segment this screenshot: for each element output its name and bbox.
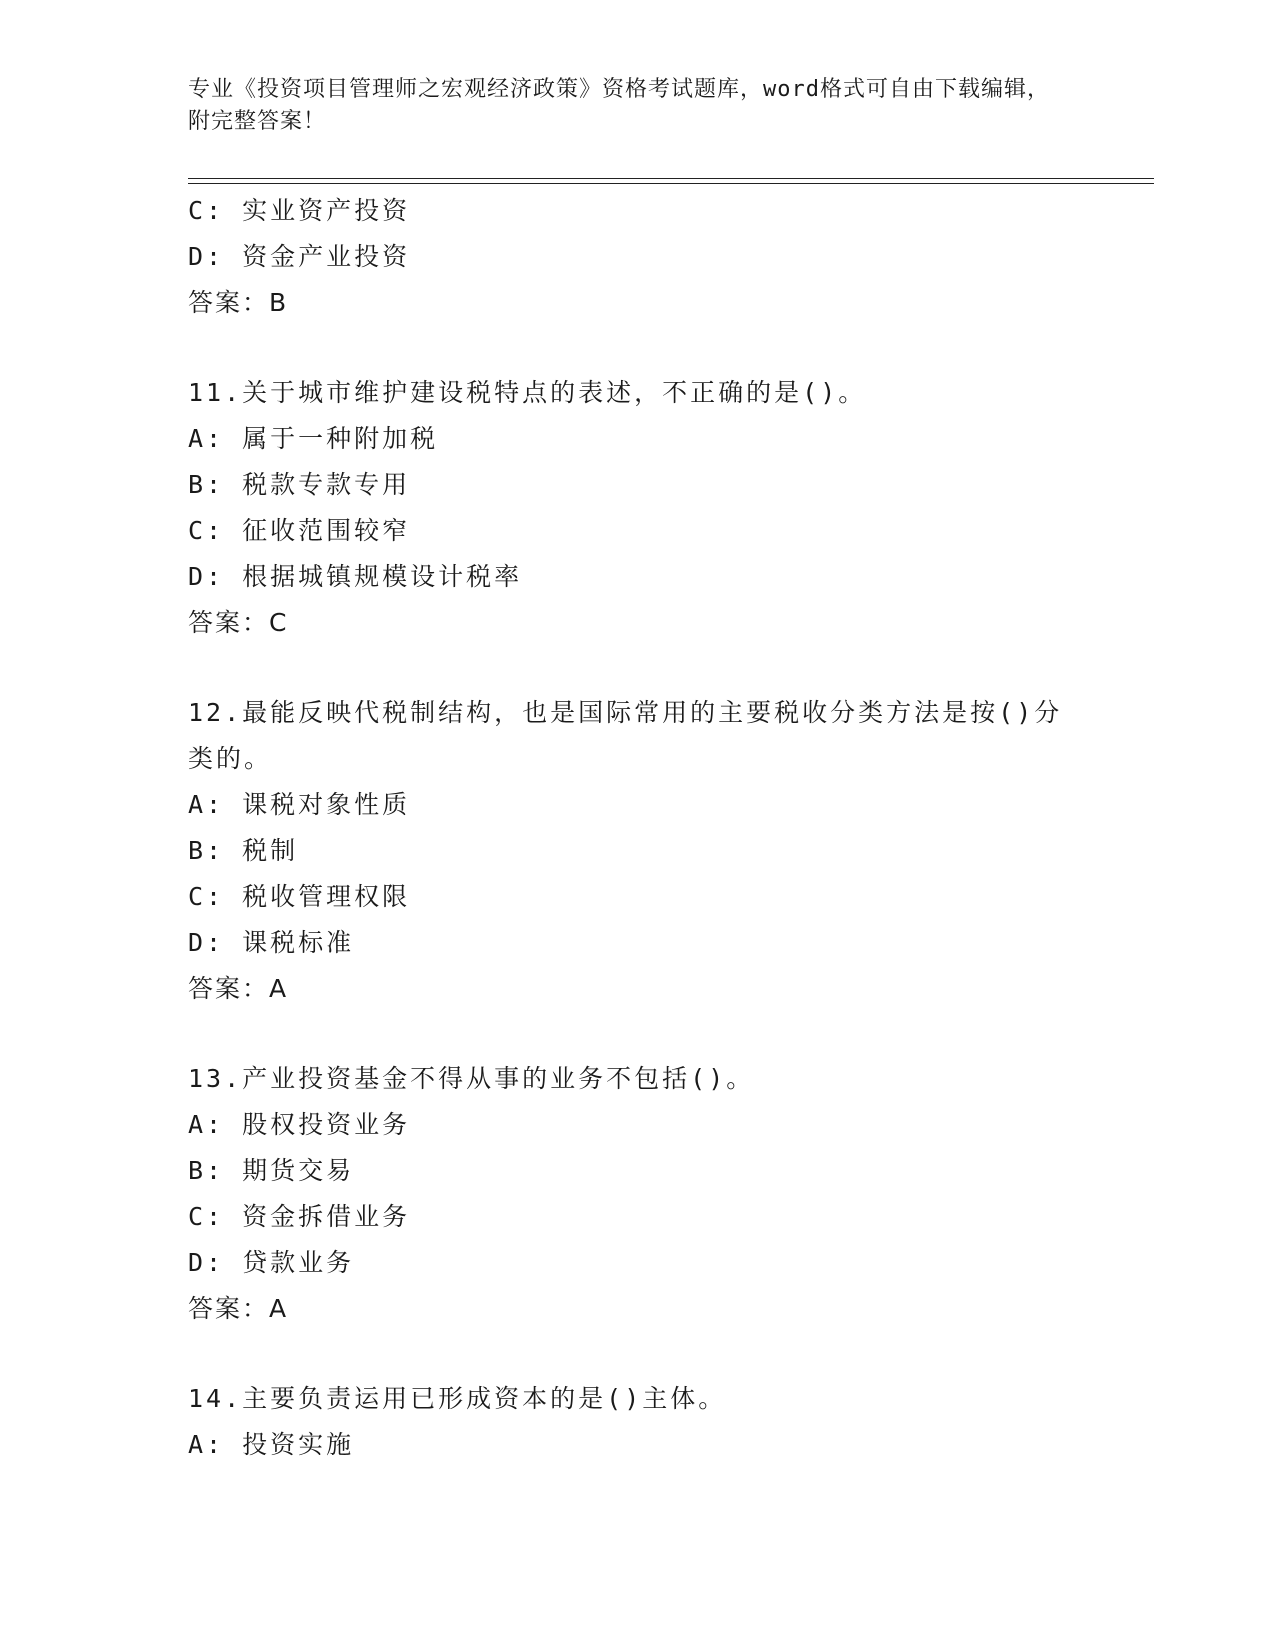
document-body	[188, 188, 1108, 1468]
option-d	[188, 920, 1108, 966]
question-12	[188, 690, 1108, 1012]
question-13	[188, 1056, 1108, 1332]
option-a	[188, 1422, 1108, 1468]
spacer	[188, 1012, 1108, 1056]
option-c	[188, 508, 1108, 554]
option-text: 税制	[242, 836, 299, 865]
header-rule-top	[188, 178, 1154, 179]
option-text: 课税对象性质	[242, 790, 411, 819]
header-text: 专业《投资项目管理师之宏观经济政策》资格考试题库，word格式可自由下载编辑，附完整答案！	[188, 77, 1050, 134]
answer-label: 答案：	[188, 608, 270, 637]
option-label: D:	[188, 242, 225, 271]
question-11	[188, 370, 1108, 646]
option-c	[188, 874, 1108, 920]
option-label: C:	[188, 196, 225, 225]
option-b	[188, 462, 1108, 508]
option-b	[188, 828, 1108, 874]
answer-line	[188, 1286, 1108, 1332]
option-label: B:	[188, 1156, 225, 1185]
option-a	[188, 416, 1108, 462]
answer-label: 答案：	[188, 974, 270, 1003]
option-label: D:	[188, 562, 225, 591]
option-text: 资金拆借业务	[242, 1202, 411, 1231]
answer-value: A	[269, 974, 289, 1003]
option-text: 实业资产投资	[242, 196, 411, 225]
option-text: 税收管理权限	[242, 882, 411, 911]
option-c	[188, 188, 1108, 234]
option-text: 资金产业投资	[242, 242, 411, 271]
option-text: 投资实施	[242, 1430, 355, 1459]
option-label: D:	[188, 1248, 225, 1277]
option-text: 贷款业务	[242, 1248, 355, 1277]
option-d	[188, 234, 1108, 280]
option-a	[188, 782, 1108, 828]
option-label: C:	[188, 1202, 225, 1231]
answer-line	[188, 280, 1108, 326]
spacer	[188, 1332, 1108, 1376]
answer-label: 答案：	[188, 1294, 270, 1323]
option-label: A:	[188, 790, 225, 819]
option-label: C:	[188, 882, 225, 911]
option-b	[188, 1148, 1108, 1194]
option-label: C:	[188, 516, 225, 545]
answer-value: A	[269, 1294, 289, 1323]
option-text: 期货交易	[242, 1156, 355, 1185]
header-rule-bottom	[188, 183, 1154, 184]
option-label: A:	[188, 1430, 225, 1459]
option-label: D:	[188, 928, 225, 957]
question-text: 11.关于城市维护建设税特点的表述，不正确的是()。	[188, 378, 867, 407]
option-c	[188, 1194, 1108, 1240]
option-label: B:	[188, 836, 225, 865]
option-a	[188, 1102, 1108, 1148]
option-label: A:	[188, 1110, 225, 1139]
answer-line	[188, 966, 1108, 1012]
option-text: 根据城镇规模设计税率	[242, 562, 523, 591]
question-10-partial	[188, 188, 1108, 326]
answer-line	[188, 600, 1108, 646]
answer-value: C	[269, 608, 289, 637]
option-d	[188, 1240, 1108, 1286]
option-d	[188, 554, 1108, 600]
spacer	[188, 326, 1108, 370]
option-text: 股权投资业务	[242, 1110, 411, 1139]
answer-value: B	[269, 288, 289, 317]
option-text: 税款专款专用	[242, 470, 411, 499]
option-text: 课税标准	[242, 928, 355, 957]
question-text: 14.主要负责运用已形成资本的是()主体。	[188, 1384, 727, 1413]
question-14	[188, 1376, 1108, 1468]
answer-label: 答案：	[188, 288, 270, 317]
option-label: B:	[188, 470, 225, 499]
option-label: A:	[188, 424, 225, 453]
question-text: 12.最能反映代税制结构，也是国际常用的主要税收分类方法是按()分类的。	[188, 698, 1063, 773]
document-header	[188, 74, 1068, 138]
spacer	[188, 646, 1108, 690]
question-text: 13.产业投资基金不得从事的业务不包括()。	[188, 1064, 755, 1093]
option-text: 属于一种附加税	[242, 424, 439, 453]
option-text: 征收范围较窄	[242, 516, 411, 545]
